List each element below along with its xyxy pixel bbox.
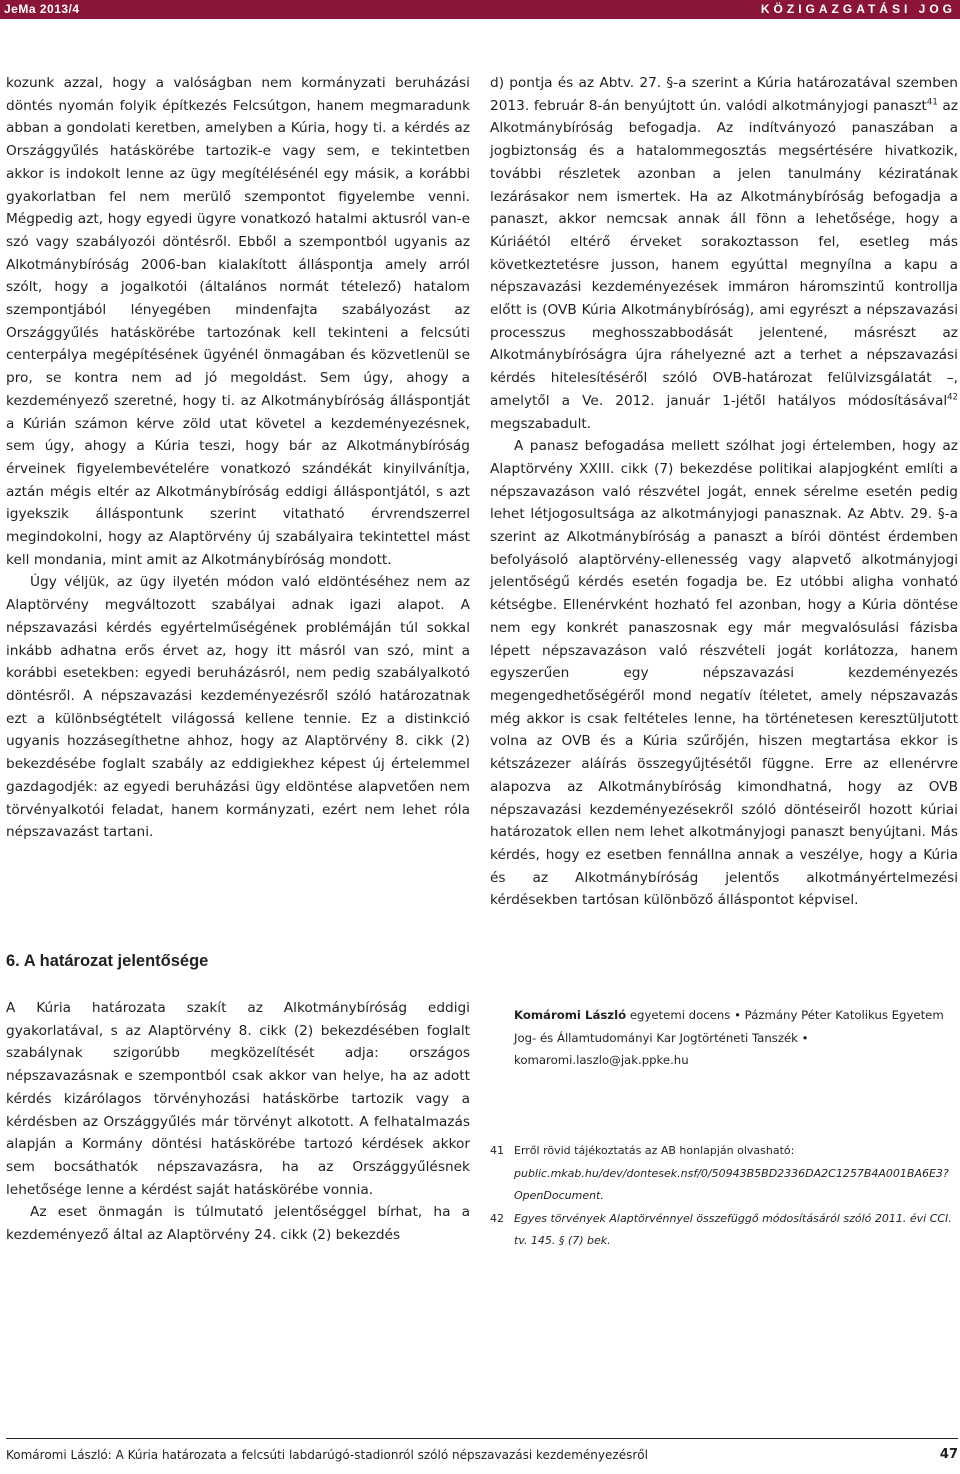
footnote-lead: Erről rövid tájékoztatás az AB honlapján olvasható: (514, 1144, 795, 1157)
left-column-bottom (6, 997, 470, 1247)
text-run: az Alkotmánybíróság befogadja. Az indítványozó panaszában a jogbiztonság és a hatalommegosztás megsértésére hivatkozik, további részletek azonban a jelen tanulmány kéziratának lezárásakor nem ismertek. Ha az Alkotmánybíróság befogadja a panaszt, akkor nemcsak annak áll fönn a lehetősége, hogy a Kúriáétól eltérő érveket sorakoztasson fel, esetleg más következtetésre jusson, hanem egyúttal megnyílna a kapu a népszavazási kezdeményezések immáron háromszintű kontrollja előtt is (OVB Kúria Alkotmánybíróság), ami egyrészt a népszavazási processzus meghosszabbodását jelentené, másrészt az Alkotmánybíróságra újra ráhelyezné azt a terhet a népszavazási kérdés hitelesítéséről szóló OVB-határozat felülvizsgálatát –, amelytől a Ve. 2012. január 1-jétől hatályos módosításával (490, 97, 958, 409)
author-note (514, 1004, 958, 1072)
paragraph: A Kúria határozata szakít az Alkotmánybíróság eddigi gyakorlatával, s az Alaptörvény 8. cikk (2) bekezdésében foglalt szabálynak szigorúbb megközelítését adja: országos népszavazásnak e szempontból csak akkor van helye, ha az adott kérdés kizárólagos törvényhozási hatáskörbe tartozik vagy a kérdésben az Országgyűlés már törvényt alkotott. A felhatalmazás alapján a Kormány döntési hatáskörébe tartozó kérdések akkor sem bocsáthatók népszavazásra, ha az Országgyűlésnek lehetősége lenne a kérdést saját hatáskörébe vonnia. (6, 1000, 470, 1198)
paragraph (490, 72, 958, 435)
section-heading: 6. A határozat jelentősége (6, 952, 209, 970)
text-run: d) pontja és az Abtv. 27. §-a szerint a Kúria határozatával szemben 2013. február 8-án benyújtott ún. valódi alkotmányjogi panaszt (490, 75, 958, 114)
footer-divider (6, 1438, 958, 1439)
journal-issue: JeMa 2013/4 (4, 2, 80, 16)
footnote-ref-42: 42 (947, 392, 958, 403)
left-column-top (6, 72, 470, 844)
right-column (490, 72, 958, 912)
footnote-text: Egyes törvények Alaptörvénnyel összefüggő módosításáról szóló 2011. évi CCI. tv. 145. § (7) bek. (514, 1211, 952, 1247)
paragraph: kozunk azzal, hogy a valóságban nem kormányzati beruházási döntés nyomán folyik építkezés Felcsútgon, hanem megmaradunk abban a gondolati keretben, amelyben a Kúria, hogy ti. a kérdés az Országgyűlés hatáskörébe tartozik-e vagy sem, e tekintetben akkor is indokolt lenne az ügy megítélésénél egy másik, a korábbi gyakorlatban fel nem merülő szempontot figyelembe venni. Mégpedig azt, hogy egyedi ügyre vonatkozó hatalmi aktusról van-e szó vagy szabályozói döntésről. Ebből a szempontból ugyanis az Alkotmánybíróság 2006-ban kialakított álláspontja amely arról szólt, hogy a jogalkotói (általános normát tételező) hatalom szempontjából lényegében mindenfajta szabályozást az Országgyűlés hatáskörébe tartozónak kell tekinteni a felcsúti centerpálya megépítésének ügyénél önmagában és közvetlenül se pro, se kontra nem ad jó megoldást. Sem úgy, ahogy a kezdeményező szeretné, hogy ti. az Alkotmánybíróság álláspontját a Kúrián számon kérve zöld utat követel a kezdeményezésnek, sem úgy, ahogy a Kúria teszi, hogy bár az Alkotmánybíróság érveinek figyelembevételére vonatkozó szándékát kinyilvánítja, aztán mégis eltér az Alkotmánybíróság eddigi álláspontjától, s azt igyekszik álláspontunk szerint vitatható érvrendszerrel megindokolni, hogy az Alaptörvény új szabályaira tekintettel mást kell mondania, mint amit az Alkotmánybíróság mondott. (6, 75, 470, 568)
text-run: megszabadult. (490, 415, 592, 432)
footer-title: Komáromi László: A Kúria határozata a felcsúti labdarúgó-stadionról szóló népszavazási kezdeményezésről (6, 1448, 648, 1462)
footnote-number: 41 (490, 1144, 504, 1157)
footnote-number: 42 (490, 1211, 504, 1225)
page-footer (6, 1448, 958, 1462)
journal-header-bar (0, 0, 960, 19)
paragraph: Az eset önmagán is túlmutató jelentőséggel bírhat, ha a kezdeményező által az Alaptörvény 24. cikk (2) bekezdés (6, 1204, 470, 1244)
footnote (490, 1140, 958, 1208)
page-number: 47 (939, 1447, 958, 1462)
footnote-ref-41: 41 (926, 97, 938, 108)
footnote (490, 1208, 958, 1253)
footnote-text: public.mkab.hu/dev/dontesek.nsf/0/50943B5BD2336DA2C1257B4A001BA6E3?OpenDocument. (514, 1166, 949, 1202)
author-affiliation: egyetemi docens • Pázmány Péter Katolikus Egyetem Jog- és Államtudományi Kar Jogtörténeti Tanszék • komaromi.laszlo@jak.ppke.hu (514, 1008, 944, 1067)
paragraph: Úgy véljük, az ügy ilyetén módon való eldöntéséhez nem az Alaptörvény megváltozott szabályai adnak igazi alapot. A népszavazási kérdés egyértelműségének problémáján túl sokkal inkább adhatna erős érvet az, hogy itt másról van szó, mint a korábbi esetekben: egyedi beruházásról, nem pedig szabályalkotó döntésről. A népszavazási kezdeményezésről szóló határozatnak ezt a különbségtételt világossá kellene tennie. Ez a distinkció ugyanis hozzásegíthetne ahhoz, hogy az Alaptörvény 8. cikk (2) bekezdésébe foglalt szabály az eddigiekhez képest új értelemmel gazdagodjék: az egyedi beruházási ügy eldöntése alapvetően nem törvényalkotói feladat, hanem kormányzati, ezért nem lehet róla népszavazást tartani. (6, 574, 470, 841)
footnotes (490, 1140, 958, 1253)
author-name: Komáromi László (514, 1008, 627, 1022)
journal-section: KÖZIGAZGATÁSI JOG (760, 2, 956, 16)
paragraph: A panasz befogadása mellett szólhat jogi értelemben, hogy az Alaptörvény XXIII. cikk (7) bekezdése politikai alapjogként említi a népszavazáson való részvétel jogát, ennek sérelme esetén pedig lehet létjogosultsága az alkotmányjogi panasznak. Az Abtv. 29. §-a szerint az Alkotmánybíróság a panaszt a bírói döntést érdemben befolyásoló alaptörvény-ellenesség vagy alapvető alkotmányjogi jelentőségű kérdés esetén fogadja be. Ez utóbbi aligha vonható kétségbe. Ellenérvként hozható fel azonban, hogy a Kúria döntése nem egy konkrét panaszosnak egy már megvalósulási fázisba lépett népszavazáson való részvételi jogát korlátozza, hanem egyszerűen egy népszavazási kezdeményezés megengedhetőségéről mond negatív ítéletet, amely népszavazás még akkor is csak feltételes lenne, ha történetesen keresztüljutott volna az OVB és a Kúria szűrőjén, hiszen megtartása ekkor is kétszázezer aláírás összegyűjtésétől függne. Erre az ellenérvre alapozva az Alkotmánybíróság kimondhatná, hogy az OVB népszavazási kezdeményezésekről szóló döntéseiről hozott kúriai határozatok ellen nem lehet alkotmányjogi panaszt benyújtani. Más kérdés, hogy ez esetben fennállna annak a veszélye, hogy a Kúria és az Alkotmánybíróság jelentős alkotmányértelmezési kérdésekben tartósan különböző álláspontot képvisel. (490, 438, 958, 909)
